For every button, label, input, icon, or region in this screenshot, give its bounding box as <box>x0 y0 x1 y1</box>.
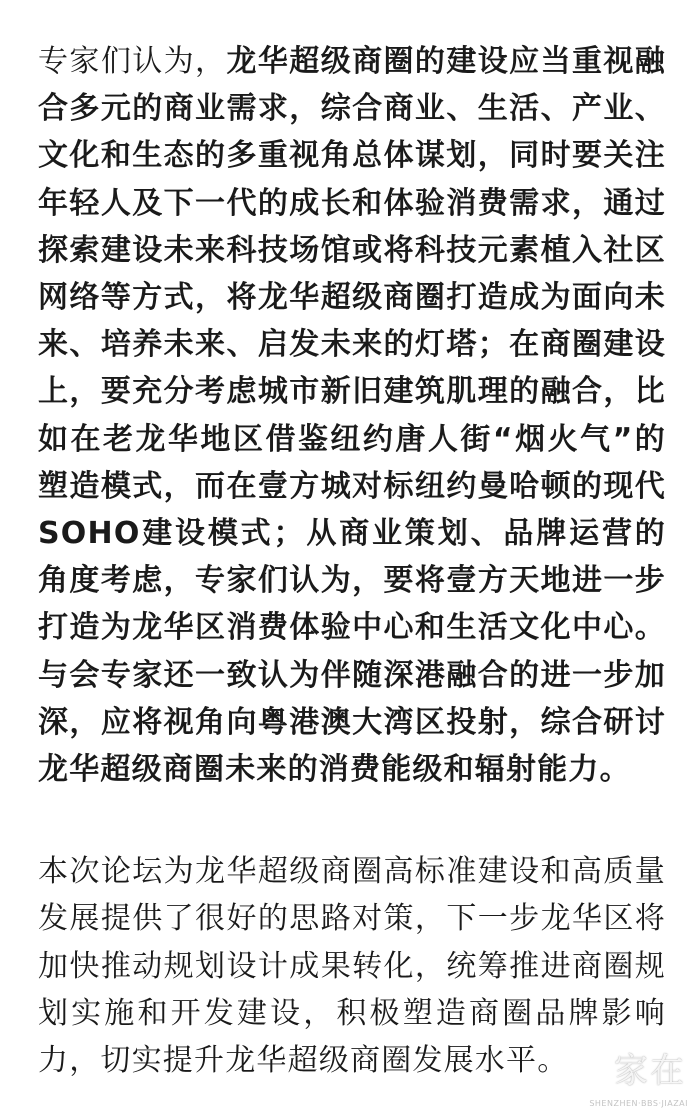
paragraph-emphasis-text: 龙华超级商圈的建设应当重视融合多元的商业需求，综合商业、生活、产业、文化和生态的多重视角总体谋划，同时要关注年轻人及下一代的成长和体验消费需求，通过探索建设未来科技场馆或将科技元素植入社区网络等方式，将龙华超级商圈打造成为面向未来、培养未来、启发未来的灯塔；在商圈建设上，要充分考虑城市新旧建筑肌理的融合，比如在老龙华地区借鉴纽约唐人街“烟火气”的塑造模式，而在壹方城对标纽约曼哈顿的现代SOHO建设模式；从商业策划、品牌运营的角度考虑，专家们认为，要将壹方天地进一步打造为龙华区消费体验中心和生活文化中心。与会专家还一致认为伴随深港融合的进一步加深，应将视角向粤港澳大湾区投射，综合研讨龙华超级商圈未来的消费能级和辐射能力。 <box>38 44 666 788</box>
paragraph-lead-text: 专家们认为， <box>38 44 227 79</box>
article-body <box>38 38 666 1084</box>
paragraph-experts-opinion <box>38 38 666 793</box>
watermark-subtext: SHENZHEN·BBS·JIAZAI <box>589 1099 688 1108</box>
watermark-logo: 家在 <box>614 1051 686 1091</box>
paragraph-forum-summary: 本次论坛为龙华超级商圈高标准建设和高质量发展提供了很好的思路对策，下一步龙华区将加快推动规划设计成果转化，统筹推进商圈规划实施和开发建设，积极塑造商圈品牌影响力，切实提升龙华超级商圈发展水平。 <box>38 854 666 1079</box>
